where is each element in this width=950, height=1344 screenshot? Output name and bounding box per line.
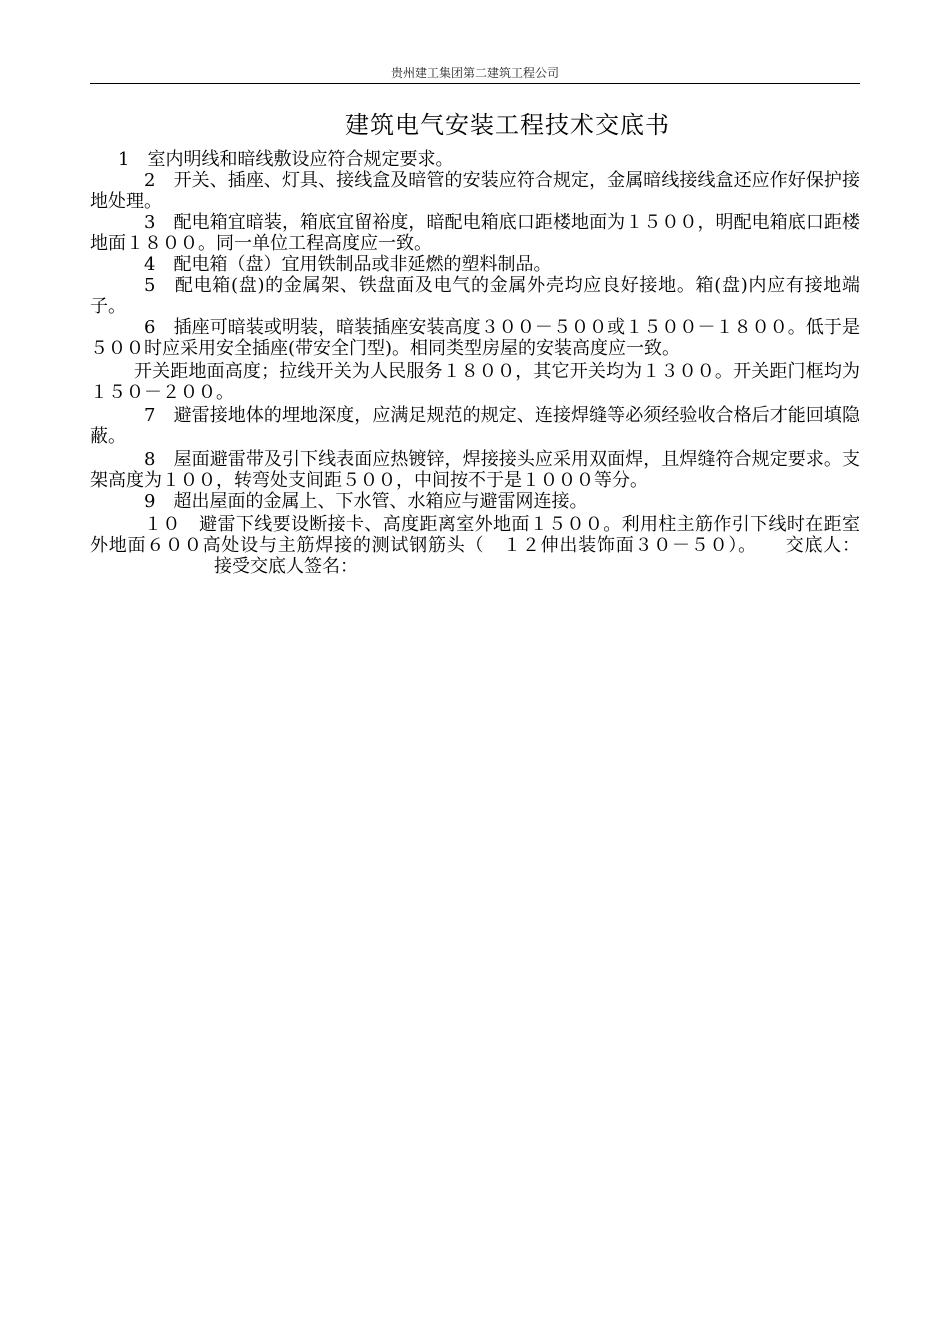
paragraph-9: 9 超出屋面的金属上、下水管、水箱应与避雷网连接。 xyxy=(144,491,588,512)
paragraph-4: 4 配电箱（盘）宜用铁制品或非延燃的塑料制品。 xyxy=(144,254,552,275)
paragraph-8: 8 屋面避雷带及引下线表面应热镀锌，焊接接头应采用双面焊，且焊缝符合规定要求。支架高度为１００，转弯处支间距５００，中间按不于是１０００等分。 xyxy=(90,449,860,491)
document-body xyxy=(90,149,860,577)
paragraph-switch-height: 开关距地面高度；拉线开关为人民服务１８００，其它开关均为１３００。开关距门框均为１５０－２００。 xyxy=(90,361,860,403)
paragraph-7: 7 避雷接地体的埋地深度，应满足规范的规定、连接焊缝等必须经验收合格后才能回填隐蔽。 xyxy=(90,405,860,447)
paragraph-10 xyxy=(90,514,860,577)
receiver-label: 接受交底人签名： xyxy=(214,556,358,577)
paragraph-10-text: １０ 避雷下线要设断接卡、高度距离室外地面１５００。利用柱主筋作引下线时在距室外地面６００高处设与主筋焊接的测试钢筋头（ １２伸出装饰面３０－５０）。 xyxy=(90,514,860,556)
paragraph-1: 1 室内明线和暗线敷设应符合规定要求。 xyxy=(118,149,454,170)
paragraph-2: 2 开关、插座、灯具、接线盒及暗管的安装应符合规定，金属暗线接线盒还应作好保护接地处理。 xyxy=(90,170,860,212)
document-title: 建筑电气安装工程技术交底书 xyxy=(345,111,670,139)
handover-label: 交底人： xyxy=(784,535,861,556)
paragraph-5: 5 配电箱(盘)的金属架、铁盘面及电气的金属外壳均应良好接地。箱(盘)内应有接地端子。 xyxy=(90,275,860,317)
paragraph-6: 6 插座可暗装或明装，暗装插座安装高度３００－５００或１５００－１８００。低于是５００时应采用安全插座(带安全门型)。相同类型房屋的安装高度应一致。 xyxy=(90,317,860,359)
paragraph-3: 3 配电箱宜暗装，箱底宜留裕度，暗配电箱底口距楼地面为１５００，明配电箱底口距楼地面１８００。同一单位工程高度应一致。 xyxy=(90,212,860,254)
page-header: 贵州建工集团第二建筑工程公司 xyxy=(390,66,559,80)
header-divider xyxy=(90,83,860,84)
